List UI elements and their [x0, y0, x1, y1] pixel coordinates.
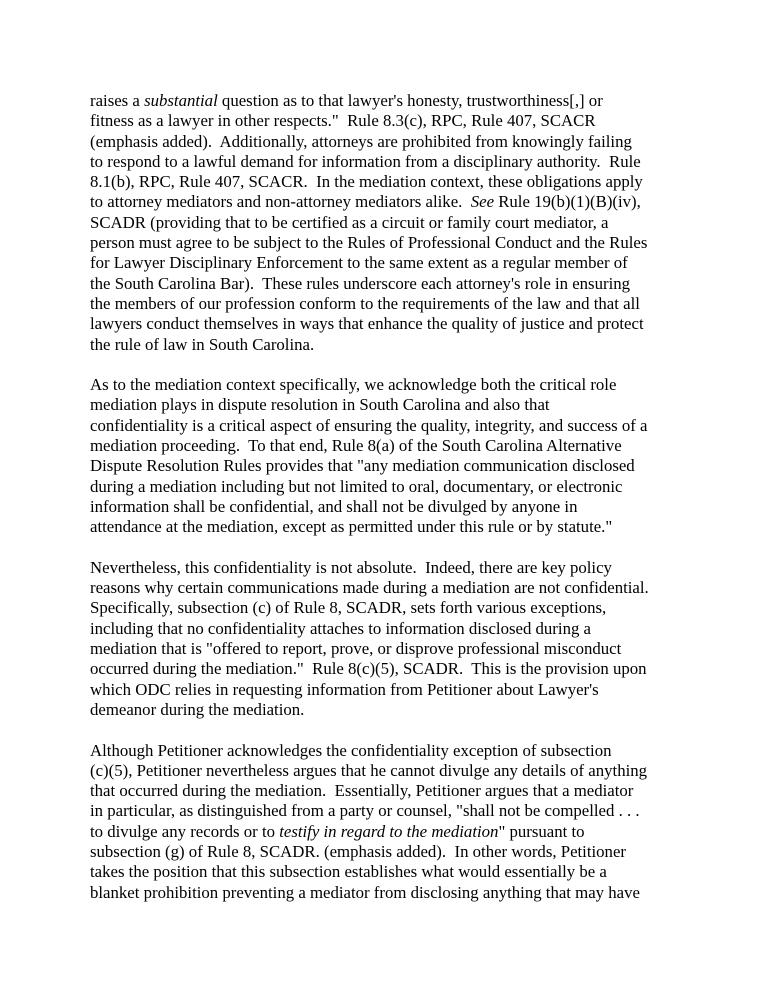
- text-line: [90, 132, 715, 152]
- text-segment: 8.1(b), RPC, Rule 407, SCACR. In the mediation context, these obligations apply: [90, 172, 643, 192]
- body-paragraph: [90, 558, 715, 720]
- text-line: [90, 152, 715, 172]
- text-segment: mediation plays in dispute resolution in South Carolina and also that: [90, 395, 550, 415]
- text-segment: the rule of law in South Carolina.: [90, 334, 315, 354]
- text-segment: Rule 19(b)(1)(B)(iv),: [494, 192, 641, 212]
- text-line: [90, 619, 715, 639]
- text-line: [90, 456, 715, 476]
- text-line: [90, 192, 715, 212]
- italic-text-segment: testify in regard to the mediation: [279, 821, 499, 841]
- text-line: [90, 375, 715, 395]
- text-line: [90, 253, 715, 273]
- italic-text-segment: See: [470, 192, 495, 212]
- text-segment: during a mediation including but not limited to oral, documentary, or electronic: [90, 476, 623, 496]
- text-segment: subsection (g) of Rule 8, SCADR. (emphasis added). In other words, Petitioner: [90, 841, 626, 861]
- text-line: [90, 172, 715, 192]
- text-line: [90, 680, 715, 700]
- text-line: [90, 497, 715, 517]
- text-line: [90, 477, 715, 497]
- text-segment: As to the mediation context specifically, we acknowledge both the critical role: [90, 375, 617, 395]
- text-line: [90, 822, 715, 842]
- text-segment: fitness as a lawyer in other respects." Rule 8.3(c), RPC, Rule 407, SCACR: [90, 111, 596, 131]
- text-segment: to respond to a lawful demand for information from a disciplinary authority. Rule: [90, 151, 641, 171]
- text-segment: raises a: [90, 91, 145, 110]
- text-segment: occurred during the mediation." Rule 8(c)(5), SCADR. This is the provision upon: [90, 659, 647, 679]
- text-line: [90, 233, 715, 253]
- text-segment: the South Carolina Bar). These rules underscore each attorney's role in ensuring: [90, 273, 631, 293]
- text-segment: which ODC relies in requesting information from Petitioner about Lawyer's: [90, 679, 599, 699]
- text-line: [90, 213, 715, 233]
- text-line: [90, 578, 715, 598]
- text-line: [90, 883, 715, 903]
- text-segment: Specifically, subsection (c) of Rule 8, SCADR, sets forth various exceptions,: [90, 598, 607, 618]
- text-segment: mediation proceeding. To that end, Rule 8(a) of the South Carolina Alternative: [90, 436, 622, 456]
- text-segment: that occurred during the mediation. Essentially, Petitioner argues that a mediator: [90, 781, 634, 801]
- text-segment: SCADR (providing that to be certified as a circuit or family court mediator, a: [90, 212, 609, 232]
- text-line: [90, 598, 715, 618]
- body-paragraph: [90, 91, 715, 355]
- text-segment: (emphasis added). Additionally, attorneys are prohibited from knowingly failing: [90, 131, 632, 151]
- text-line: [90, 842, 715, 862]
- text-segment: reasons why certain communications made during a mediation are not confidential.: [90, 578, 649, 598]
- body-paragraph: [90, 741, 715, 903]
- text-line: [90, 314, 715, 334]
- text-segment: (c)(5), Petitioner nevertheless argues that he cannot divulge any details of anything: [90, 760, 648, 780]
- text-segment: Although Petitioner acknowledges the confidentiality exception of subsection: [90, 740, 612, 760]
- text-segment: in particular, as distinguished from a party or counsel, "shall not be compelled . . .: [90, 801, 640, 821]
- text-line: [90, 111, 715, 131]
- text-line: [90, 91, 715, 111]
- text-line: [90, 639, 715, 659]
- text-segment: blanket prohibition preventing a mediator from disclosing anything that may have: [90, 882, 640, 902]
- text-line: [90, 294, 715, 314]
- text-line: [90, 558, 715, 578]
- text-line: [90, 416, 715, 436]
- text-line: [90, 862, 715, 882]
- text-segment: confidentiality is a critical aspect of ensuring the quality, integrity, and success of a: [90, 415, 648, 435]
- text-segment: for Lawyer Disciplinary Enforcement to the same extent as a regular member of: [90, 253, 628, 273]
- text-segment: the members of our profession conform to the requirements of the law and that all: [90, 293, 640, 313]
- text-segment: lawyers conduct themselves in ways that enhance the quality of justice and protect: [90, 314, 644, 334]
- text-line: [90, 517, 715, 537]
- text-segment: takes the position that this subsection establishes what would essentially be a: [90, 862, 607, 882]
- text-segment: Dispute Resolution Rules provides that "any mediation communication disclosed: [90, 456, 635, 476]
- italic-text-segment: substantial: [144, 91, 218, 110]
- text-line: [90, 436, 715, 456]
- text-line: [90, 274, 715, 294]
- text-segment: Nevertheless, this confidentiality is not absolute. Indeed, there are key policy: [90, 557, 612, 577]
- text-line: [90, 781, 715, 801]
- text-line: [90, 801, 715, 821]
- text-line: [90, 761, 715, 781]
- text-segment: question as to that lawyer's honesty, trustworthiness[,] or: [217, 91, 603, 110]
- body-paragraph: [90, 375, 715, 537]
- text-line: [90, 659, 715, 679]
- text-segment: to divulge any records or to: [90, 821, 280, 841]
- text-line: [90, 335, 715, 355]
- text-segment: demeanor during the mediation.: [90, 699, 305, 719]
- text-segment: to attorney mediators and non-attorney mediators alike.: [90, 192, 471, 212]
- text-segment: " pursuant to: [498, 821, 585, 841]
- text-segment: including that no confidentiality attaches to information disclosed during a: [90, 618, 591, 638]
- document-page: [90, 91, 715, 923]
- text-segment: attendance at the mediation, except as permitted under this rule or by statute.": [90, 517, 613, 537]
- text-line: [90, 741, 715, 761]
- text-segment: information shall be confidential, and shall not be divulged by anyone in: [90, 496, 578, 516]
- text-segment: mediation that is "offered to report, prove, or disprove professional misconduct: [90, 639, 622, 659]
- text-segment: person must agree to be subject to the Rules of Professional Conduct and the Rules: [90, 233, 648, 253]
- text-line: [90, 700, 715, 720]
- text-line: [90, 395, 715, 415]
